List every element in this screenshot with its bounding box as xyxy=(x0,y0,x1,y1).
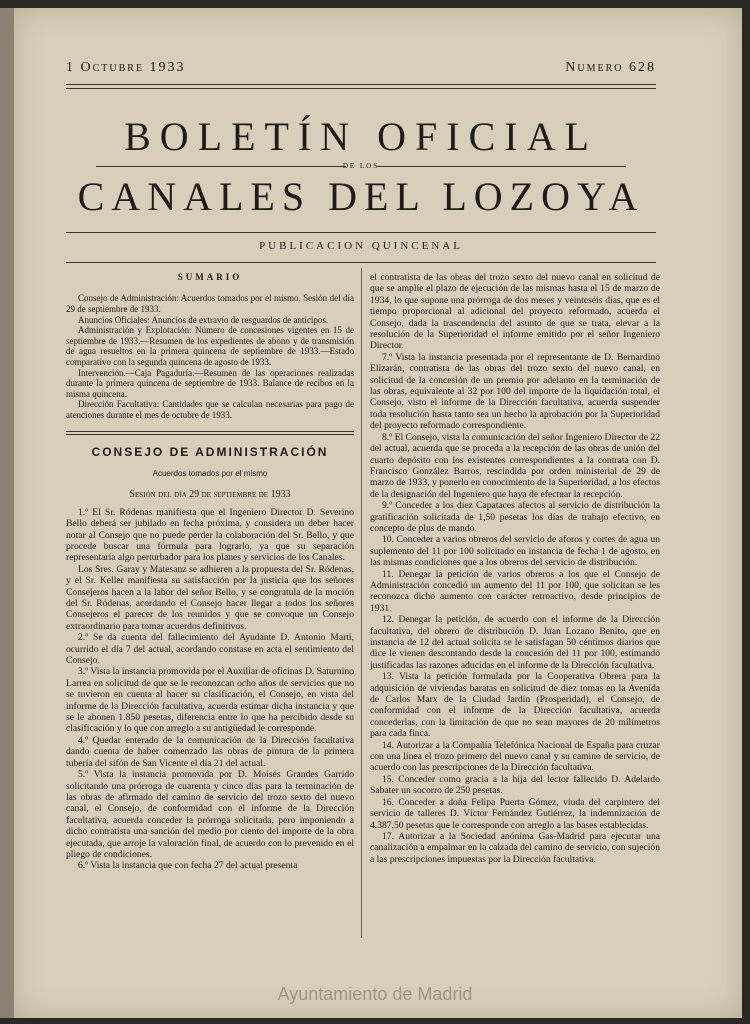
paragraph: 2.º Se da cuenta del fallecimiento del Ayudante D. Antonio Martí, ocurrido el día 7 del actual, acordando constase en acta el sentimiento del Consejo. xyxy=(66,632,354,667)
paragraph: 5.º Vista la instancia promovida por D. Moisés Grandes Garrido solicitando una prórroga de cuarenta y cinco días para la terminación de las obras de afirmado del camino de servicio del trozo sexto del nuevo canal, el Consejo, de conformidad con el informe de la Dirección facultativa, acuerda conceder la prórroga solicitada, pero imponiendo a dicho contratista una sanción del medio por ciento del importe de la obra ejecutada, que arroje la valoración final, de acuerdo con lo prevenido en el pliego de condiciones. xyxy=(66,769,354,860)
summary-item: Consejo de Administración: Acuerdos tomados por el mismo. Sesión del día 29 de septiembre de 1933. xyxy=(66,293,354,314)
left-column xyxy=(66,272,354,872)
paragraph: 16. Conceder a doña Felipa Puerta Gómez, viuda del carpintero del servicio de talleres D. Víctor Fernández Gutiérrez, la indemnización de 4.387,50 pesetas que le corresponde con arreglo a las bases establecidas. xyxy=(370,796,660,831)
subtitle-rule-top xyxy=(66,232,656,233)
paragraph: 3.º Vista la instancia promovida por el Auxiliar de oficinas D. Saturnino Larrea en solicitud de que se le reconozcan ocho años de servicios que no se tuvieron en cuenta al hacer su clasificación, el Consejo, en vista del informe de la Dirección facultativa, acuerda estimar dicha instancia y que se le abonen 1.850 pesetas, diferencia entre lo que ha percibido desde su clasificación y lo que con arreglo a su antigüedad le corresponde. xyxy=(66,666,354,735)
summary-rule-2 xyxy=(66,434,354,435)
section-subtitle: Acuerdos tomados por el mismo xyxy=(152,468,268,478)
archive-watermark: Ayuntamiento de Madrid xyxy=(277,984,473,1004)
paragraph: 12. Denegar la petición, de acuerdo con el informe de la Dirección facultativa, del obrero de distribución D. Juan Lozano Benito, que en instancia de 12 del actual solicita se le satisfagan 50 céntimos diarios que dice le vienen descontando desde la concesión del 11 por 100, estimando justificadas las razones aducidas en el informe de la Dirección facultativa. xyxy=(370,614,660,671)
paragraph: 8.º El Consejo, vista la comunicación del señor Ingeniero Director de 22 del actual, acuerda que se proceda a la recepción de las obras de unión del cuarto depósito con los existentes correspondientes a la contrata con D. Francisco González Barros, rescindida por orden ministerial de 29 de marzo de 1933, y ponerlo en conocimiento de la Superioridad, a los efectos de la designación del Ingeniero que haya de efectuar la recepción. xyxy=(370,431,660,500)
summary-item: Dirección Facultativa: Cantidades que se calculan necesarias para pago de atenciones durante el mes de octubre de 1933. xyxy=(66,399,354,420)
subtitle-rule-bottom xyxy=(66,262,656,263)
paragraph: el contratista de las obras del trozo sexto del nuevo canal en solicitud de que se amplíe el plazo de ejecución de las mismas hasta el 15 de marzo de 1934, lo que supone una prórroga de dos meses y veinteséis días, que es el tiempo proporcional al adicional del proyecto reformado, acuerda el Consejo, dada la trascendencia del asunto de que se trata, elevar a la resolución de la Superioridad el informe emitido por el señor Ingeniero Director. xyxy=(370,272,660,352)
summary-rule xyxy=(66,431,354,432)
binding-gutter xyxy=(0,8,14,1018)
paragraph: 15. Conceder como gracia a la hija del lector fallecido D. Adelardo Sabater un socorro de 250 pesetas. xyxy=(370,773,660,797)
masthead-de-los: DE LOS xyxy=(342,162,380,170)
paragraph: Los Sres. Garay y Matesanz se adhieren a la propuesta del Sr. Ródenas, y el Sr. Keller manifiesta su satisfacción por la justicia que los señores Consejeros hacen a la labor del señor Bello, y se congratula de la moción del Sr. Ródenas, acordando el Consejo hacer llegar a todos los señores Consejeros el parecer de los reunidos y que se convoque un Consejo extraordinario para tomar acuerdos definitivos. xyxy=(66,563,354,632)
summary-item: Administración y Explotación: Número de concesiones vigentes en 15 de septiembre de 1933.—Resumen de los expedientes de abono y de transmisión de agua resueltos en la primera quincena de septiembre de 1933.—Estado comparativo con la segunda quincena de agosto de 1933. xyxy=(66,325,354,367)
masthead-title-line1: BOLETÍN OFICIAL xyxy=(124,114,598,159)
paragraph: 4.º Quedar enterado de la comunicación de la Dirección facultativa dando cuenta de haber comenzado las obras de pintura de la primera tubería del sifón de San Vicente el día 21 del actual. xyxy=(66,734,354,769)
paragraph: 11. Denegar la petición de varios obreros a los que el Consejo de Administración concedió un aumento del 11 por 100, que solicitan se les reconozca dicho aumento con carácter retroactivo, desde principios de 1931. xyxy=(370,568,660,614)
paragraph: 17. Autorizar a la Sociedad anónima Gas-Madrid para ejecutar una canalización a empalmar en la calzada del camino de servicio, con sujeción a las prescripciones impuestas por la Dirección facultativa. xyxy=(370,830,660,865)
issue-date: 1 Octubre 1933 xyxy=(66,60,186,75)
right-column xyxy=(370,272,660,865)
header-rule xyxy=(66,84,656,85)
paragraph: 14. Autorizar a la Compañía Telefónica Nacional de España para cruzar con una línea el trozo primero del nuevo canal y su camino de servicio, de acuerdo con las prescripciones de la Dirección facultativa. xyxy=(370,739,660,774)
paragraph: 7.º Vista la instancia presentada por el representante de D. Bernardino Elizarán, contratista de las obras del trozo sexto del nuevo canal, en solicitud de la concesión de un premio por adelanto en la terminación de las obras, equivalente al 32 por 100 del importe de la liquidación total, el Consejo, visto el informe de la Dirección facultativa, acuerda suspender toda resolución hasta tanto sea un hecho la aprobación por la Superioridad del proyecto reformado correspondiente. xyxy=(370,351,660,432)
paragraph: 9.º Conceder a los diez Capataces afectos al servicio de distribución la gratificación solicitada de 1,50 pesetas los días de trabajo efectivo, en concepto de plus de mando. xyxy=(370,500,660,534)
issue-header xyxy=(66,58,656,80)
section-title: CONSEJO DE ADMINISTRACIÓN xyxy=(91,444,329,459)
session-heading: Sesión del día 29 de septiembre de 1933 xyxy=(129,489,291,501)
column-separator xyxy=(361,268,362,938)
issue-number: Numero 628 xyxy=(565,60,656,75)
masthead-rule-right xyxy=(376,166,626,167)
paragraph: 6.º Vista la instancia que con fecha 27 del actual presenta xyxy=(78,860,298,872)
paragraph: 13. Vista la petición formulada por la Cooperativa Obrera para la adquisición de viviendas baratas en solicitud de diez tomas en la Avenida de Carlos Marx de la Ciudad Jardín (Prosperidad), el Consejo, de conformidad con el informe de la Dirección facultativa, acuerda concederlas, con la limitación de que no sean mayores de 20 milímetros para cada finca. xyxy=(370,671,660,740)
summary-item: Anuncios Oficiales: Anuncios de extravío de resguardos de anticipos. xyxy=(78,314,329,325)
paragraph: 10. Conceder a varios obreros del servicio de aforos y cortes de agua un suplemento del 11 por 100 solicitado en instancia de fecha 1 de agosto, en las mismas condiciones que a los obreros del servicio de distribución. xyxy=(370,534,660,569)
summary-title: SUMARIO xyxy=(177,272,243,282)
masthead-title-line2: CANALES DEL LOZOYA xyxy=(77,174,645,219)
publication-frequency: PUBLICACION QUINCENAL xyxy=(259,240,463,252)
paragraph: 1.º El Sr. Ródenas manifiesta que el Ingeniero Director D. Severino Bello deberá ser jubilado en fecha próxima, y considera un deber hacer notar al Consejo que no puede perder la colaboración del Sr. Bello, y que procede buscar una fórmula para lograrlo, ya que su separación representaría algo perturbador para los planes y servicios de los Canales. xyxy=(66,506,354,564)
header-rule-2 xyxy=(66,88,656,89)
summary-item: Intervención.—Caja Pagaduría.—Resumen de las operaciones realizadas durante la primera quincena de septiembre de 1933. Balance de recibos en la misma quincena. xyxy=(66,367,354,399)
